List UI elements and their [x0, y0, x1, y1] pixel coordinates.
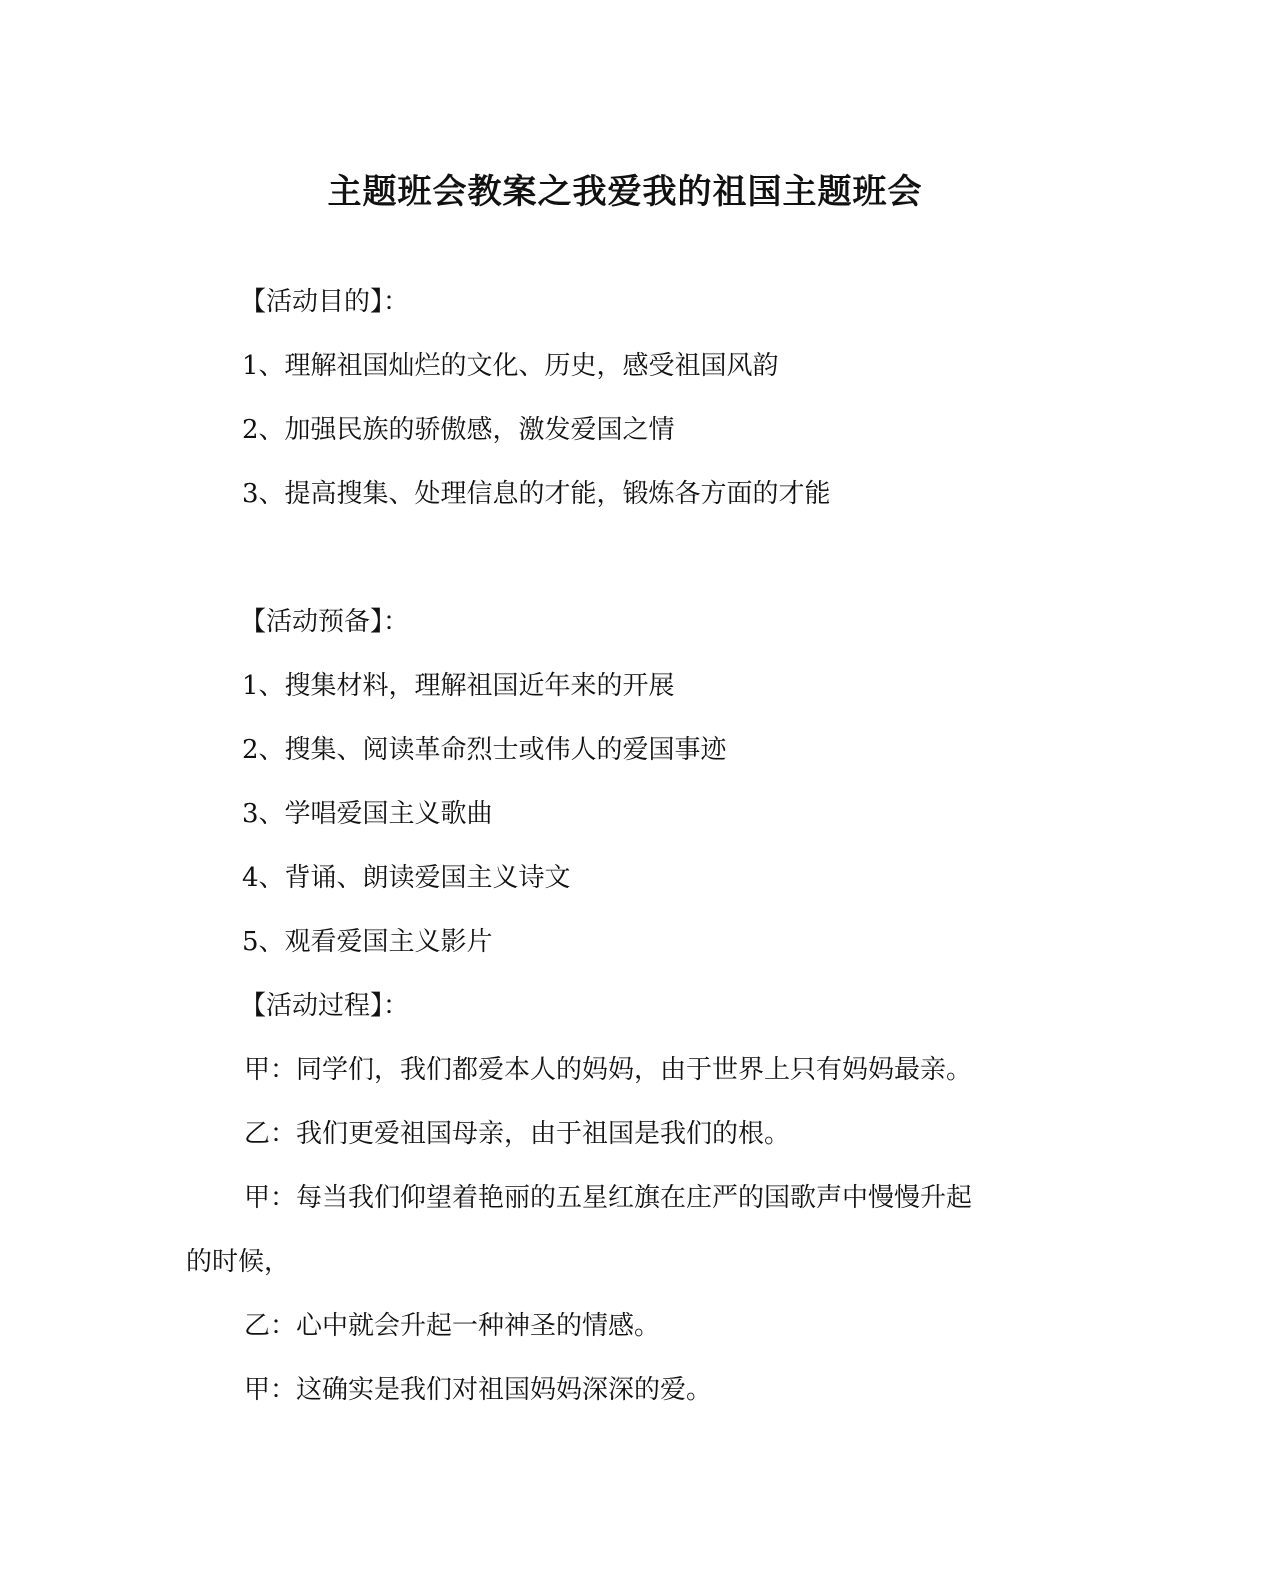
list-item: 2、加强民族的骄傲感，激发爱国之情	[242, 415, 675, 445]
dialogue-line: 甲：同学们，我们都爱本人的妈妈，由于世界上只有妈妈最亲。	[244, 1055, 973, 1085]
list-item: 1、搜集材料，理解祖国近年来的开展	[242, 671, 675, 701]
list-item: 3、学唱爱国主义歌曲	[242, 799, 493, 829]
dialogue-line: 乙：心中就会升起一种神圣的情感。	[244, 1311, 661, 1341]
list-item: 2、搜集、阅读革命烈士或伟人的爱国事迹	[242, 735, 727, 765]
dialogue-line: 甲：这确实是我们对祖国妈妈深深的爱。	[244, 1375, 713, 1405]
dialogue-line: 乙：我们更爱祖国母亲，由于祖国是我们的根。	[244, 1119, 791, 1149]
dialogue-line-continuation: 的时候，	[186, 1247, 291, 1277]
document-title: 主题班会教案之我爱我的祖国主题班会	[327, 172, 923, 212]
section-heading-purpose: 【活动目的】：	[240, 287, 410, 317]
section-heading-process: 【活动过程】：	[240, 991, 410, 1021]
list-item: 3、提高搜集、处理信息的才能，锻炼各方面的才能	[242, 479, 831, 509]
list-item: 1、理解祖国灿烂的文化、历史，感受祖国风韵	[242, 351, 779, 381]
dialogue-line: 甲：每当我们仰望着艳丽的五星红旗在庄严的国歌声中慢慢升起	[244, 1183, 973, 1213]
section-heading-preparation: 【活动预备】：	[240, 607, 410, 637]
list-item: 5、观看爱国主义影片	[242, 927, 493, 957]
list-item: 4、背诵、朗读爱国主义诗文	[242, 863, 571, 893]
